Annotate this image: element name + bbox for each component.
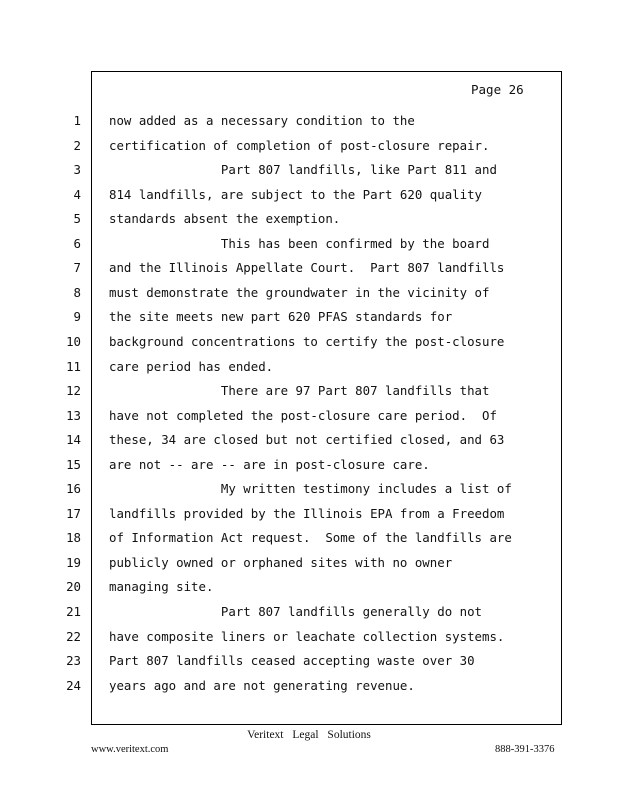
line-text: 814 landfills, are subject to the Part 620 quality [109,186,482,202]
line-text: Part 807 landfills ceased accepting waste over 30 [109,653,475,669]
transcript-line [0,162,618,182]
transcript-line [0,530,618,550]
line-text: have composite liners or leachate collection systems. [109,628,505,644]
line-number: 8 [73,284,81,300]
transcript-line [0,236,618,256]
transcript-line [0,260,618,280]
line-number: 9 [73,309,81,325]
line-number: 4 [73,186,81,202]
line-text: must demonstrate the groundwater in the vicinity of [109,284,490,300]
line-text: standards absent the exemption. [109,211,341,227]
line-text: the site meets new part 620 PFAS standards for [109,309,453,325]
transcript-line [0,678,618,698]
line-text: Part 807 landfills, like Part 811 and [109,162,497,178]
transcript-line [0,211,618,231]
line-number: 20 [66,579,81,595]
line-number: 6 [73,235,81,251]
transcript-line [0,383,618,403]
transcript-line [0,579,618,599]
line-text: these, 34 are closed but not certified closed, and 63 [109,432,505,448]
line-number: 18 [66,530,81,546]
line-number: 19 [66,554,81,570]
line-number: 21 [66,604,81,619]
line-number: 23 [66,653,81,669]
footer-website: www.veritext.com [91,744,169,755]
transcript-line [0,457,618,477]
line-number: 13 [66,407,81,423]
line-text: landfills provided by the Illinois EPA from a Freedom [109,505,505,521]
footer-company: Veritext Legal Solutions [247,729,371,741]
line-number: 14 [66,432,81,448]
line-number: 10 [66,333,81,349]
line-number: 1 [73,113,81,128]
line-number: 7 [73,260,81,276]
transcript-line [0,138,618,158]
line-text: are not -- are -- are in post-closure care. [109,456,430,472]
line-text: My written testimony includes a list of [109,481,512,497]
line-text: managing site. [109,579,214,595]
line-text: Part 807 landfills generally do not [109,604,482,619]
transcript-line [0,653,618,673]
line-text: now added as a necessary condition to the [109,113,415,128]
line-number: 17 [66,505,81,521]
transcript-line [0,408,618,428]
transcript-line [0,187,618,207]
line-number: 5 [73,211,81,227]
transcript-line [0,506,618,526]
transcript-line [0,629,618,649]
line-text: and the Illinois Appellate Court. Part 807 landfills [109,260,505,276]
transcript-line [0,113,618,133]
line-number: 16 [66,481,81,497]
footer-phone: 888-391-3376 [495,744,555,755]
line-number: 11 [66,358,81,374]
transcript-line [0,309,618,329]
line-text: years ago and are not generating revenue. [109,677,415,693]
page-number: Page 26 [471,82,524,97]
transcript-line [0,334,618,354]
line-text: publicly owned or orphaned sites with no owner [109,554,453,570]
line-text: This has been confirmed by the board [109,235,490,251]
line-number: 3 [73,162,81,178]
line-number: 24 [66,677,81,693]
transcript-line [0,604,618,624]
line-number: 12 [66,383,81,399]
transcript-line [0,285,618,305]
line-number: 2 [73,137,81,153]
line-text: background concentrations to certify the post-closure [109,333,505,349]
line-text: of Information Act request. Some of the landfills are [109,530,512,546]
transcript-line [0,359,618,379]
transcript-line [0,432,618,452]
line-text: care period has ended. [109,358,274,374]
line-number: 22 [66,628,81,644]
transcript-line [0,555,618,575]
line-text: have not completed the post-closure care period. Of [109,407,497,423]
line-text: There are 97 Part 807 landfills that [109,383,490,399]
line-number: 15 [66,456,81,472]
line-text: certification of completion of post-closure repair. [109,137,490,153]
transcript-line [0,481,618,501]
